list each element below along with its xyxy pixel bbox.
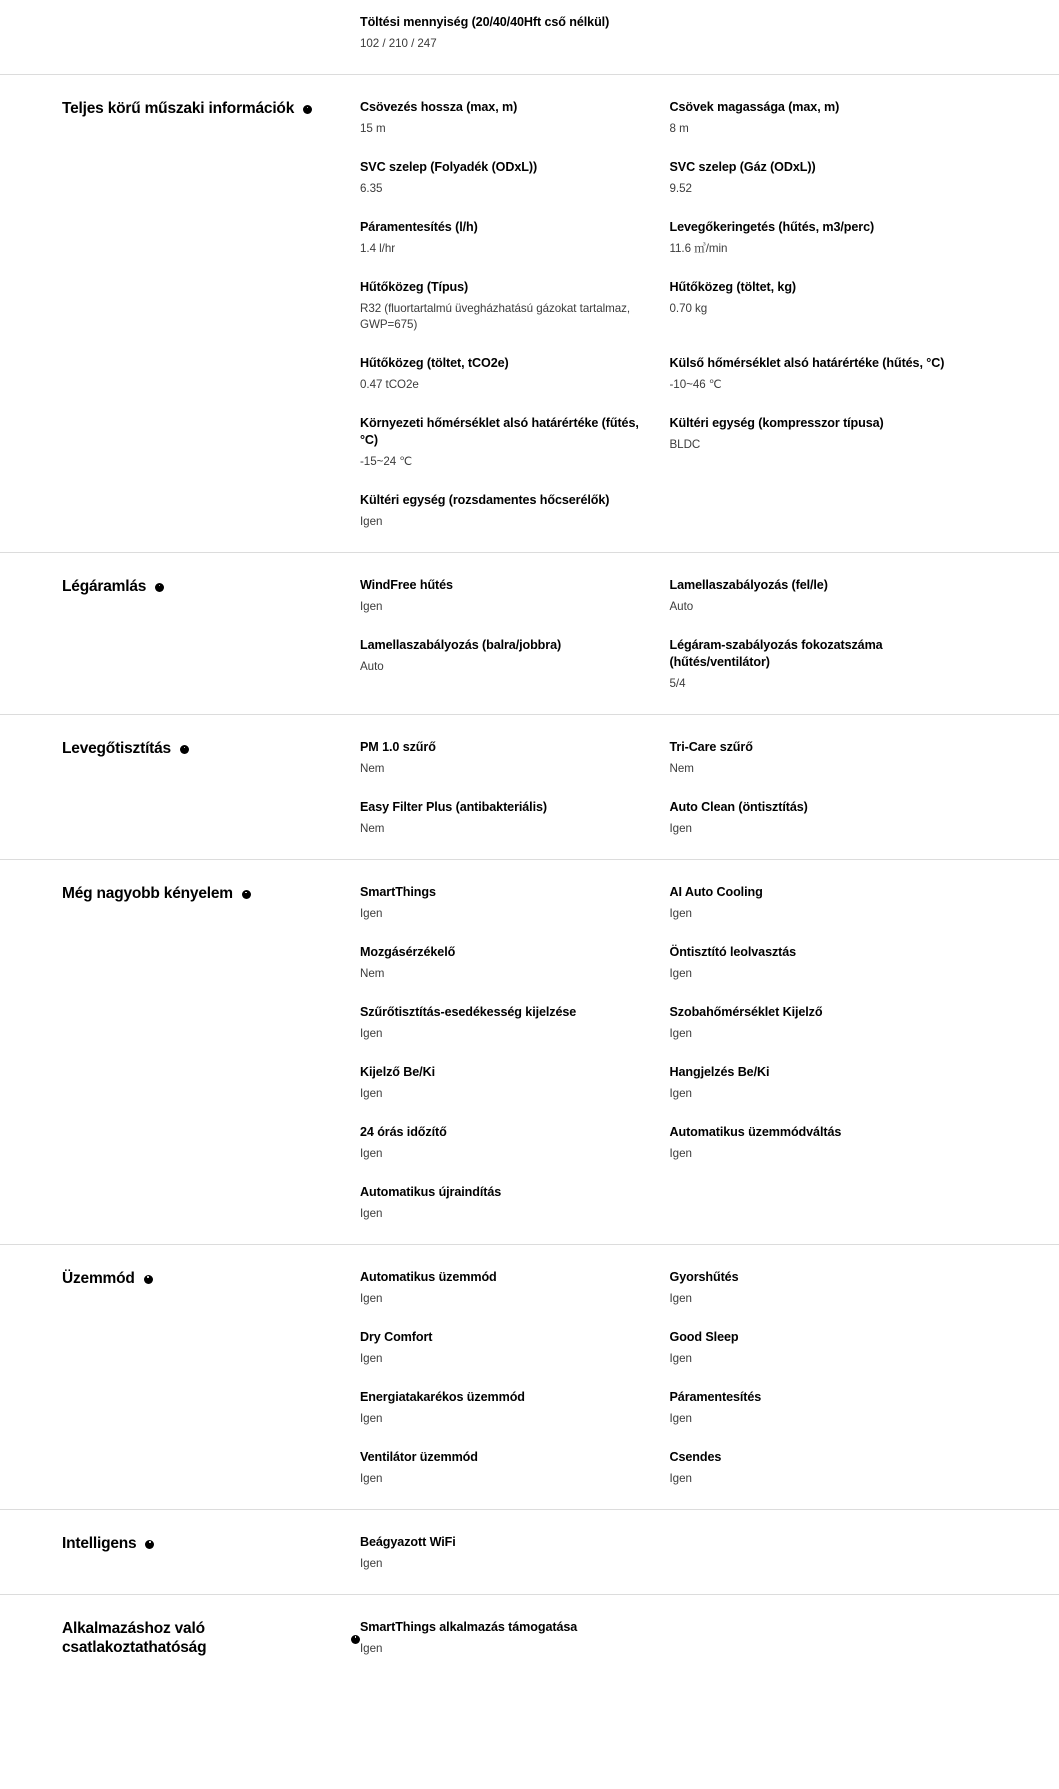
spec-item [670, 1449, 980, 1487]
spec-item [360, 1124, 670, 1184]
spec-label: Légáram-szabályozás fokozatszáma (hűtés/ventilátor) [669, 637, 883, 669]
spec-value: Igen [360, 1026, 383, 1040]
spec-item [360, 492, 670, 530]
spec-label: SVC szelep (Folyadék (ODxL)) [360, 159, 538, 174]
spec-label: WindFree hűtés [360, 577, 453, 592]
spec-section-airflow [0, 552, 1059, 714]
spec-label: Csendes [669, 1449, 722, 1464]
spec-label: Lamellaszabályozás (balra/jobbra) [360, 637, 562, 652]
spec-label: Szobahőmérséklet Kijelző [669, 1004, 823, 1019]
spec-label: Levegőkeringetés (hűtés, m3/perc) [669, 219, 875, 234]
spec-value: Nem [360, 761, 385, 775]
spec-value: 8 m [669, 121, 689, 135]
section-title-cell [0, 577, 360, 596]
spec-item [360, 279, 670, 355]
spec-value: 1.4 l/hr [360, 241, 396, 255]
spec-label: Kültéri egység (kompresszor típusa) [669, 415, 884, 430]
section-title-cell [0, 739, 360, 758]
spec-label: Dry Comfort [360, 1329, 433, 1344]
spec-item [360, 1534, 670, 1572]
spec-label: Kültéri egység (rozsdamentes hőcserélők) [360, 492, 610, 507]
spec-item [360, 99, 670, 159]
spec-item [360, 355, 670, 415]
spec-item [670, 219, 980, 279]
spec-list [360, 1269, 1059, 1487]
spec-list [360, 1619, 1059, 1657]
spec-label: Tri-Care szűrő [669, 739, 753, 754]
spec-item [360, 14, 670, 52]
spec-item [670, 355, 980, 415]
info-icon[interactable] [351, 1635, 360, 1644]
spec-value: Igen [669, 1146, 692, 1160]
spec-value: Igen [360, 1291, 383, 1305]
info-icon[interactable] [155, 583, 164, 592]
section-title: Légáramlás [62, 577, 147, 595]
section-title: Teljes körű műszaki információk [62, 99, 295, 117]
spec-label: SmartThings alkalmazás támogatása [360, 1619, 578, 1634]
spec-label: Szűrőtisztítás-esedékesség kijelzése [360, 1004, 577, 1019]
spec-value: -10~46 ℃ [669, 377, 722, 391]
spec-label: Külső hőmérséklet alsó határértéke (hűtés, °C) [669, 355, 945, 370]
spec-value: Igen [360, 1471, 383, 1485]
section-title-cell [0, 884, 360, 903]
section-title: Még nagyobb kényelem [62, 884, 233, 902]
spec-item [360, 1269, 670, 1329]
spec-section-smart [0, 1509, 1059, 1594]
spec-value: 15 m [360, 121, 386, 135]
spec-value: Igen [360, 1146, 383, 1160]
spec-value: Nem [360, 821, 385, 835]
spec-item [360, 1619, 670, 1657]
section-title: Alkalmazáshoz való csatlakoztathatóság [62, 1619, 207, 1656]
spec-value: Igen [669, 1351, 692, 1365]
spec-item [360, 1004, 670, 1064]
spec-list [360, 1534, 1059, 1572]
spec-value: Igen [360, 1641, 383, 1655]
spec-label: Kijelző Be/Ki [360, 1064, 435, 1079]
spec-label: Csövezés hossza (max, m) [360, 99, 518, 114]
spec-item [360, 799, 670, 837]
spec-value: R32 (fluortartalmú üvegházhatású gázokat tartalmaz, GWP=675) [360, 301, 631, 331]
spec-item [670, 1329, 980, 1389]
spec-item [670, 799, 980, 837]
spec-value: Igen [360, 1556, 383, 1570]
spec-list [360, 577, 1059, 692]
spec-item [360, 944, 670, 1004]
spec-item [670, 739, 980, 799]
spec-item [670, 577, 980, 637]
spec-item [360, 1329, 670, 1389]
spec-label: SmartThings [360, 884, 436, 899]
spec-value: Igen [669, 1086, 692, 1100]
spec-value: 11.6 ㎥/min [669, 241, 728, 255]
spec-label: Hűtőközeg (Típus) [360, 279, 469, 294]
section-title-cell [0, 1534, 360, 1553]
spec-section-technical [0, 74, 1059, 552]
spec-item [360, 159, 670, 219]
spec-list [360, 884, 1059, 1222]
spec-item [360, 219, 670, 279]
section-title: Levegőtisztítás [62, 739, 171, 757]
spec-label: AI Auto Cooling [669, 884, 763, 899]
section-title: Intelligens [62, 1534, 137, 1552]
spec-value: 0.70 kg [669, 301, 708, 315]
spec-item [360, 415, 670, 492]
section-title: Üzemmód [62, 1269, 135, 1287]
spec-label: Mozgásérzékelő [360, 944, 456, 959]
spec-value: Nem [360, 966, 385, 980]
spec-value: 6.35 [360, 181, 383, 195]
spec-value: Igen [360, 906, 383, 920]
spec-section-air-purification [0, 714, 1059, 859]
spec-label: Energiatakarékos üzemmód [360, 1389, 525, 1404]
spec-item [670, 637, 980, 692]
spec-item [670, 415, 980, 492]
spec-item [360, 884, 670, 944]
section-title-cell [0, 99, 360, 118]
spec-label: PM 1.0 szűrő [360, 739, 436, 754]
spec-value: Igen [360, 1206, 383, 1220]
section-title-cell [0, 1269, 360, 1288]
spec-label: Hangjelzés Be/Ki [669, 1064, 770, 1079]
spec-item [670, 99, 980, 159]
spec-label: Öntisztító leolvasztás [669, 944, 797, 959]
spec-item [360, 1449, 670, 1487]
spec-label: Hűtőközeg (töltet, tCO2e) [360, 355, 509, 370]
spec-item [670, 1269, 980, 1329]
spec-item [670, 1389, 980, 1449]
spec-item [670, 1004, 980, 1064]
info-icon[interactable] [303, 105, 312, 114]
spec-value: Igen [360, 599, 383, 613]
spec-value: Igen [669, 821, 692, 835]
spec-value: Igen [360, 1351, 383, 1365]
spec-item [670, 884, 980, 944]
spec-item [670, 1064, 980, 1124]
spec-label: Töltési mennyiség (20/40/40Hft cső nélkül) [360, 15, 610, 29]
info-icon[interactable] [180, 745, 189, 754]
spec-label: Automatikus üzemmódváltás [669, 1124, 842, 1139]
spec-label: 24 órás időzítő [360, 1124, 447, 1139]
spec-item [360, 577, 670, 637]
spec-section-convenience [0, 859, 1059, 1244]
spec-label: Good Sleep [669, 1329, 739, 1344]
spec-item [360, 739, 670, 799]
spec-value: Igen [669, 1291, 692, 1305]
spec-value: Nem [669, 761, 694, 775]
spec-item [360, 1184, 670, 1222]
spec-value: 0.47 tCO2e [360, 377, 419, 391]
spec-label: Ventilátor üzemmód [360, 1449, 478, 1464]
spec-value: Auto [669, 599, 694, 613]
spec-list [360, 99, 1059, 530]
spec-value: -15~24 ℃ [360, 454, 413, 468]
spec-label: Automatikus üzemmód [360, 1269, 497, 1284]
spec-value: Igen [360, 1411, 383, 1425]
spec-label: Easy Filter Plus (antibakteriális) [360, 799, 547, 814]
spec-list [360, 739, 1059, 837]
spec-item [670, 159, 980, 219]
spec-label: Lamellaszabályozás (fel/le) [669, 577, 828, 592]
spec-label: Páramentesítés (l/h) [360, 219, 478, 234]
spec-list-partial [360, 14, 1059, 52]
spec-value: 5/4 [669, 676, 686, 690]
spec-value: Igen [669, 1471, 692, 1485]
spec-value: Auto [360, 659, 384, 673]
spec-item [360, 1389, 670, 1449]
spec-label: Auto Clean (öntisztítás) [669, 799, 808, 814]
spec-value: Igen [669, 1411, 692, 1425]
info-icon[interactable] [242, 890, 251, 899]
spec-value: 9.52 [669, 181, 692, 195]
spec-item [670, 1124, 980, 1184]
spec-value: Igen [669, 966, 692, 980]
spec-item [360, 1064, 670, 1124]
section-title-cell [0, 1619, 360, 1658]
spec-value: 102 / 210 / 247 [360, 37, 437, 50]
spec-label: Csövek magassága (max, m) [669, 99, 840, 114]
spec-section-app-connectivity [0, 1594, 1059, 1680]
spec-label: Beágyazott WiFi [360, 1534, 456, 1549]
info-icon[interactable] [145, 1540, 154, 1549]
spec-section-partial [0, 0, 1059, 74]
spec-label: SVC szelep (Gáz (ODxL)) [669, 159, 816, 174]
spec-label: Gyorshűtés [669, 1269, 739, 1284]
spec-label: Automatikus újraindítás [360, 1184, 502, 1199]
spec-value: Igen [669, 906, 692, 920]
spec-value: Igen [360, 514, 383, 528]
spec-label: Páramentesítés [669, 1389, 762, 1404]
spec-item [670, 279, 980, 355]
spec-item [360, 637, 670, 692]
info-icon[interactable] [144, 1275, 153, 1284]
page-bottom-spacer [0, 1679, 1059, 1789]
spec-section-operation-mode [0, 1244, 1059, 1509]
spec-label: Hűtőközeg (töltet, kg) [669, 279, 797, 294]
spec-label: Környezeti hőmérséklet alsó határértéke (fűtés, °C) [360, 415, 639, 447]
spec-item [670, 944, 980, 1004]
spec-value: BLDC [669, 437, 701, 451]
spec-value: Igen [360, 1086, 383, 1100]
spec-value: Igen [669, 1026, 692, 1040]
